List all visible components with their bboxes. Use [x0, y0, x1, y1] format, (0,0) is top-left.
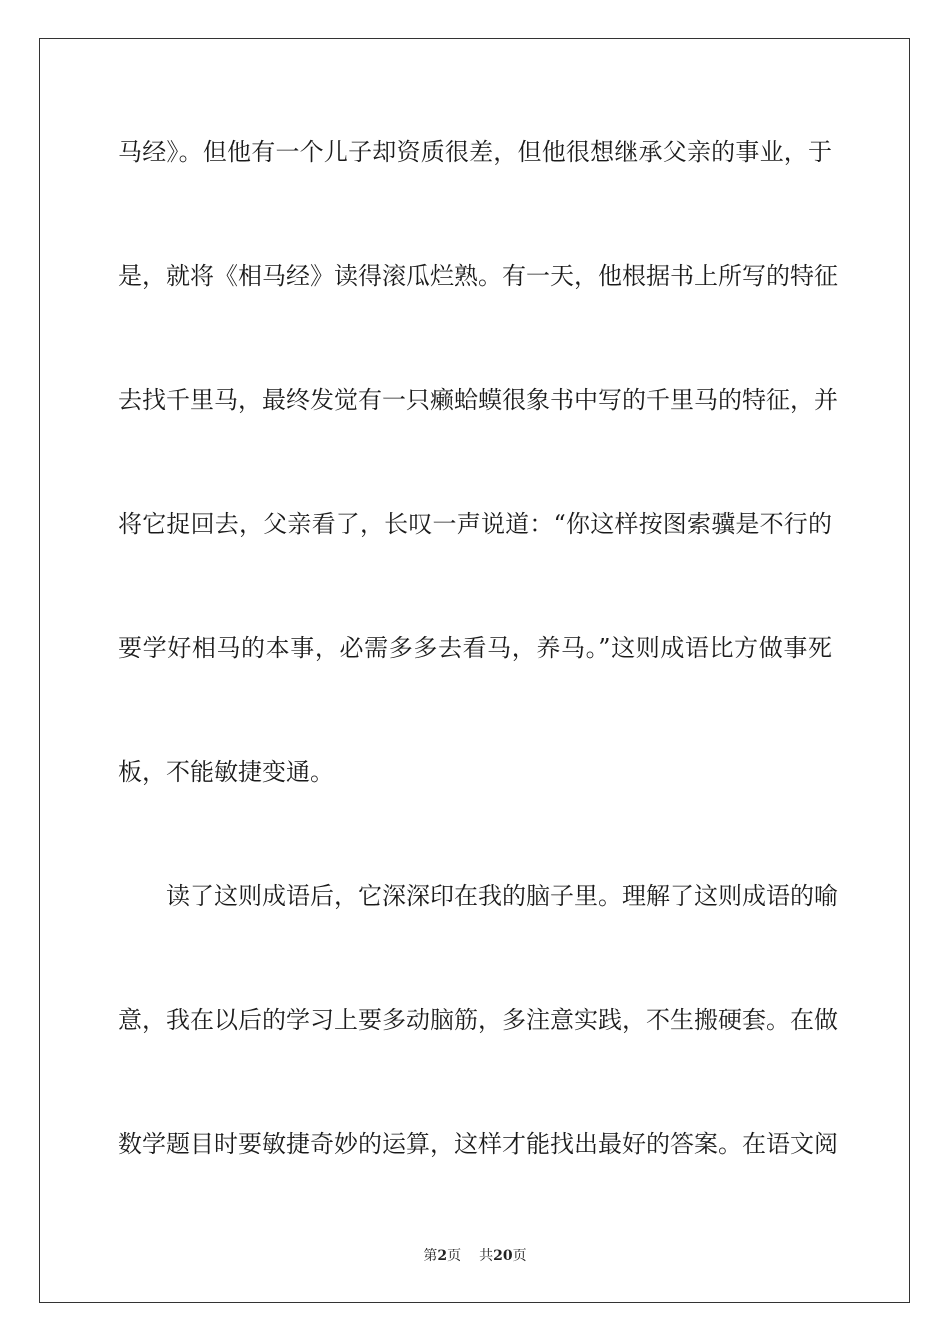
- text-line-2: 是，就将《相马经》读得滚瓜烂熟。有一天，他根据书上所写的特征: [118, 262, 838, 290]
- text-line-5: 要学好相马的本事，必需多多去看马，养马。”这则成语比方做事死: [118, 634, 832, 662]
- page-number: 2: [437, 1248, 448, 1264]
- text-line-6: 板，不能敏捷变通。: [118, 758, 334, 786]
- page-suffix: 页: [447, 1248, 462, 1264]
- page-border: [39, 38, 910, 1303]
- page-prefix: 第: [423, 1248, 438, 1264]
- text-line-3: 去找千里马，最终发觉有一只癞蛤蟆很象书中写的千里马的特征，并: [118, 386, 838, 414]
- paragraph-start-line: 读了这则成语后，它深深印在我的脑子里。理解了这则成语的喻: [166, 882, 838, 910]
- total-suffix: 页: [512, 1248, 527, 1264]
- text-line-9: 数学题目时要敏捷奇妙的运算，这样才能找出最好的答案。在语文阅: [118, 1130, 838, 1158]
- text-line-8: 意，我在以后的学习上要多动脑筋，多注意实践，不生搬硬套。在做: [118, 1006, 838, 1034]
- page-footer: [0, 1246, 950, 1266]
- total-pages: 20: [493, 1248, 513, 1264]
- text-line-4: 将它捉回去，父亲看了，长叹一声说道：“你这样按图索骥是不行的: [118, 510, 832, 538]
- total-prefix: 共: [479, 1248, 494, 1264]
- text-line-1: 马经》。但他有一个儿子却资质很差，但他很想继承父亲的事业，于: [118, 138, 832, 166]
